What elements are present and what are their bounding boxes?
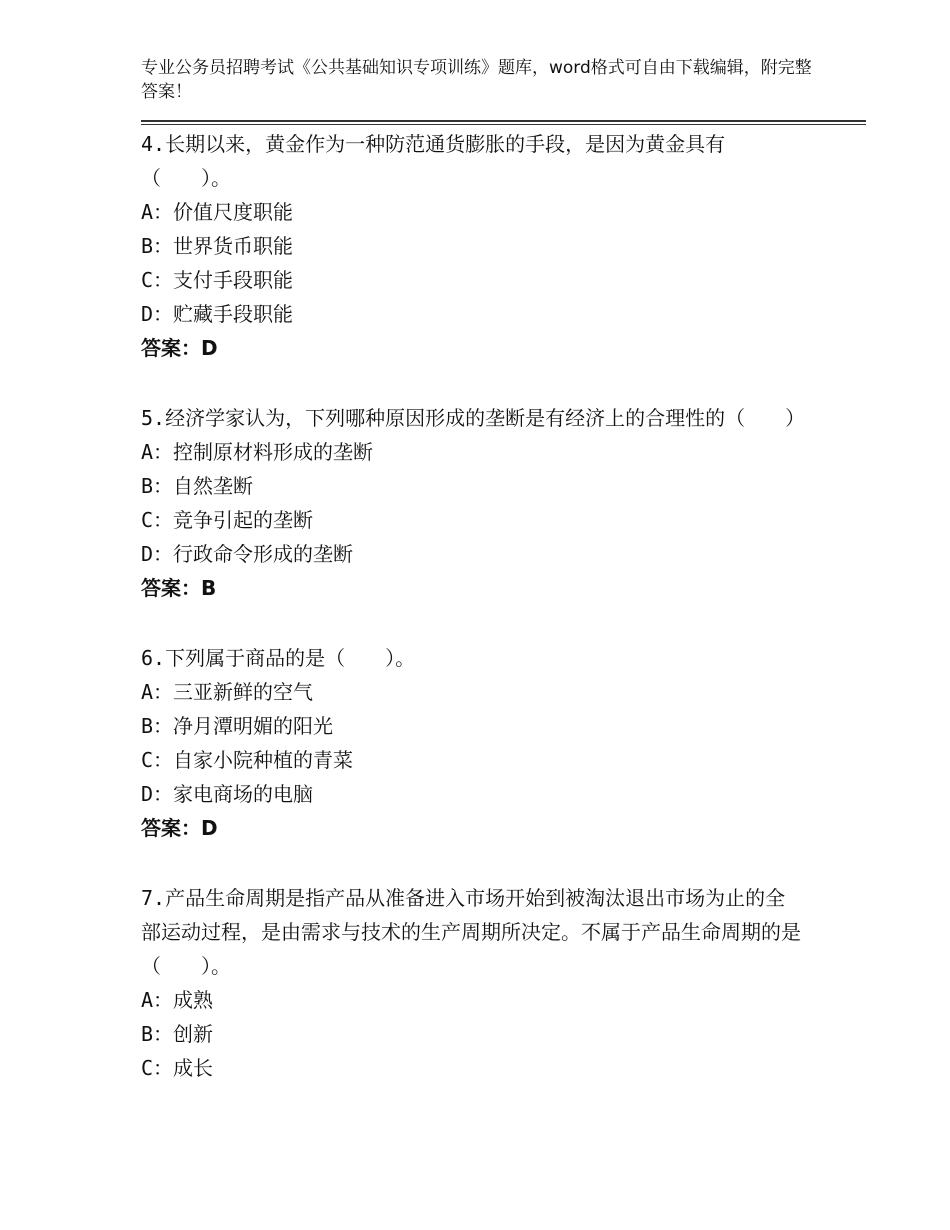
question-7 xyxy=(141,881,801,1085)
option-c: C：竞争引起的垄断 xyxy=(141,508,314,532)
option-d: D：家电商场的电脑 xyxy=(141,782,314,806)
option-c: C：自家小院种植的青菜 xyxy=(141,748,354,772)
option-a: A：价值尺度职能 xyxy=(141,200,294,224)
option-c: C：成长 xyxy=(141,1056,214,1080)
question-stem: 7.产品生命周期是指产品从准备进入市场开始到被淘汰退出市场为止的全部运动过程，是由需求与技术的生产周期所决定。不属于产品生命周期的是（ ）。 xyxy=(141,886,801,978)
question-6 xyxy=(141,641,801,845)
question-4 xyxy=(141,127,801,365)
option-b: B：创新 xyxy=(141,1022,214,1046)
document-header: 专业公务员招聘考试《公共基础知识专项训练》题库，word格式可自由下载编辑，附完整答案！ xyxy=(141,58,812,102)
option-b: B：净月潭明媚的阳光 xyxy=(141,714,334,738)
option-d: D：贮藏手段职能 xyxy=(141,302,294,326)
question-stem: 5.经济学家认为，下列哪种原因形成的垄断是有经济上的合理性的（ ） xyxy=(141,406,806,430)
answer-line: 答案：D xyxy=(141,336,218,360)
question-list xyxy=(141,127,806,1085)
option-b: B：世界货币职能 xyxy=(141,234,294,258)
option-a: A：三亚新鲜的空气 xyxy=(141,680,314,704)
option-a: A：成熟 xyxy=(141,988,214,1012)
option-a: A：控制原材料形成的垄断 xyxy=(141,440,374,464)
option-b: B：自然垄断 xyxy=(141,474,254,498)
header-rule-thick xyxy=(141,120,866,122)
header-rule-thin xyxy=(141,124,866,125)
option-c: C：支付手段职能 xyxy=(141,268,294,292)
question-5 xyxy=(141,401,806,605)
answer-line: 答案：D xyxy=(141,816,218,840)
option-d: D：行政命令形成的垄断 xyxy=(141,542,354,566)
question-stem: 4.长期以来，黄金作为一种防范通货膨胀的手段，是因为黄金具有（ ）。 xyxy=(141,132,726,190)
question-stem: 6.下列属于商品的是（ ）。 xyxy=(141,646,416,670)
answer-line: 答案：B xyxy=(141,576,217,600)
